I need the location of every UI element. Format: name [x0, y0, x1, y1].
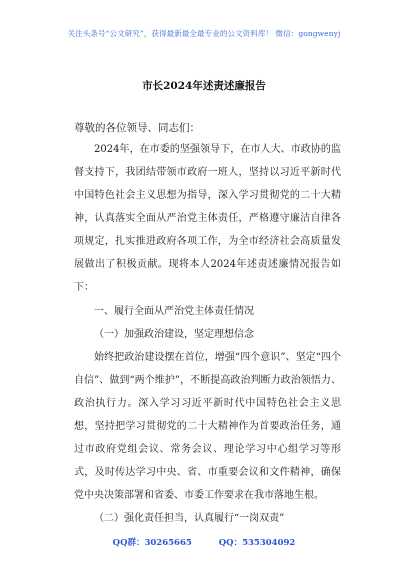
document-title: 市长2024年述责述廉报告 [142, 80, 266, 92]
qq-group: QQ群：30265665 [112, 538, 192, 548]
intro-paragraph: 2024年，在市委的坚强领导下，在市人大、市政协的监督支持下，我团结带领市政府一班人，坚持以习近平新时代中国特色社会主义思想为指导，深入学习贯彻党的二十大精神，认真落实全面从严治党主体责任，严格遵守廉洁自律各项规定，扎实推进政府各项工作，为全市经济社会高质量发展做出了积极贡献。现将本人2024年述责述廉情况报告如下： [74, 144, 341, 293]
footer-contact [0, 536, 408, 548]
subsection-heading: （一）加强政治建设，坚定理想信念 [94, 329, 254, 340]
qq-number: QQ：535304092 [218, 538, 296, 548]
subsection-paragraph: 始终把政治建设摆在首位，增强“四个意识”、坚定“四个自信”、做到“两个维护”，不断提高政治判断力政治领悟力、政治执行力。深入学习习近平新时代中国特色社会主义思想，坚持把学习贯彻党的二十大精神作为首要政治任务，通过市政府党组会议、常务会议、理论学习中心组学习等形式，及时传达学习中央、省、市重要会议和文件精神，确保党中央决策部署和省委、市委工作要求在我市落地生根。 [74, 352, 341, 501]
salutation: 尊敬的各位领导、同志们： [74, 122, 200, 134]
section-heading: 一、履行全面从严治党主体责任情况 [94, 306, 254, 317]
header-notice: 关注头条号“公文研究”，获得最新最全最专业的公文资料库！ 微信：gongwenyj [67, 29, 341, 38]
subsection-heading: （二）强化责任担当，认真履行“一岗双责” [94, 513, 285, 524]
